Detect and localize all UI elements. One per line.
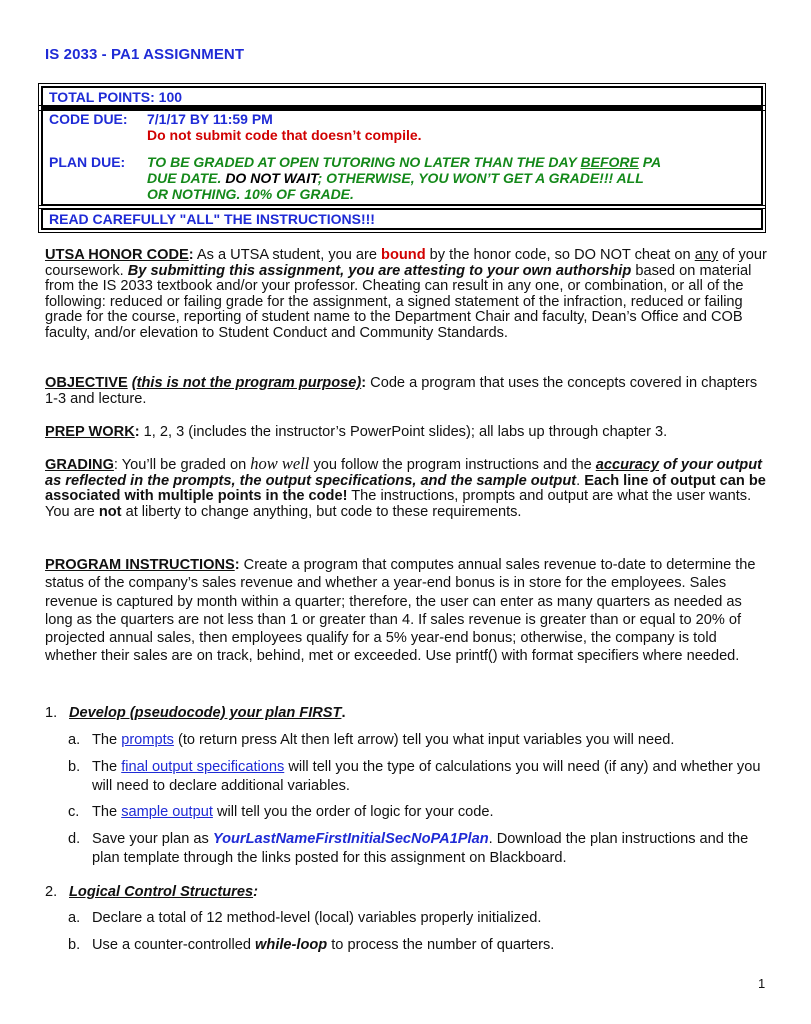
grading-heading: GRADING xyxy=(45,457,114,473)
list-item-1a: a. The prompts (to return press Alt then left arrow) tell you what input variables you will need. xyxy=(68,732,675,748)
due-dates-box xyxy=(38,105,766,209)
list-item-1c: c. The sample output will tell you the order of logic for your code. xyxy=(68,804,494,820)
list-item-1: 1. Develop (pseudocode) your plan FIRST. xyxy=(45,705,346,721)
plan-due-text: TO BE GRADED AT OPEN TUTORING NO LATER THAN THE DAY BEFORE PA DUE DATE. DO NOT WAIT; OTHERWISE, YOU WON’T GET A GRADE!!! ALL OR NOTHING. 10% OF GRADE. xyxy=(147,154,662,202)
output-specifications-link[interactable]: final output specifications xyxy=(121,759,285,775)
list-item-2a: a. Declare a total of 12 method-level (local) variables properly initialized. xyxy=(68,910,542,926)
honor-code-heading: UTSA HONOR CODE xyxy=(45,247,189,263)
bound-emphasis: bound xyxy=(381,247,426,263)
page-number: 1 xyxy=(758,976,766,991)
list-item-2b: b. Use a counter-controlled while-loop to process the number of quarters. xyxy=(68,937,555,953)
list-item-1d: d. Save your plan as YourLastNameFirstInitialSecNoPA1Plan. Download the plan instructions and the plan template through the links posted for this assignment on Blackboard. xyxy=(68,831,749,866)
code-due-label: CODE DUE: xyxy=(49,111,128,127)
list-item-1b: b. The final output specifications will tell you the type of calculations you will need (if any) and whether you will need to declare additional variables. xyxy=(68,759,761,794)
program-instructions-paragraph: PROGRAM INSTRUCTIONS: Create a program that computes annual sales revenue to-date to determine the status of the company’s sales revenue and whether a year-end bonus is in store for the employees. Sales revenue is captured by month within a quarter; therefore, the user can enter as many quarters as needed as long as the quarters are not less than 1 or greater than 4. If sales revenue is greater than or equal to 20% of projected annual sales, then employees qualify for a 5% year-end bonus; otherwise, the company is told whether their sales are on track, behind, met or exceeded. Use printf() with format specifiers where needed. xyxy=(45,557,756,665)
logical-control-heading: Logical Control Structures xyxy=(69,884,254,900)
honor-code-paragraph: UTSA HONOR CODE: As a UTSA student, you are bound by the honor code, so DO NOT cheat on any of your coursework. By submitting this assignment, you are attesting to your own authorship based on material from the IS 2033 textbook and/or your professor. Cheating can result in any one, or combination, or all of the following: reduced or failing grade for the assignment, a signed statement of the infraction, reduced or failing grade for the course, reporting of student name to the Department Chair and faculty, Dean’s Office and COB faculty, and/or elevation to Student Conduct and Community Standards. xyxy=(45,247,767,341)
sample-output-link[interactable]: sample output xyxy=(121,804,213,820)
plan-filename: YourLastNameFirstInitialSecNoPA1Plan xyxy=(212,831,489,847)
list-item-2: 2. Logical Control Structures: xyxy=(45,884,258,900)
objective-heading: OBJECTIVE xyxy=(45,375,128,391)
page-title: IS 2033 - PA1 ASSIGNMENT xyxy=(45,46,245,63)
code-due-value: 7/1/17 BY 11:59 PM xyxy=(147,111,273,127)
grading-paragraph: GRADING: You’ll be graded on how well you follow the program instructions and the accuracy of your output as reflected in the prompts, the output specifications, and the sample output. Each line of output can be associated with multiple points in the code! The instructions, prompts and output are what the user wants. You are not at liberty to change anything, but code to these requirements. xyxy=(45,454,766,520)
prep-work-paragraph: PREP WORK: 1, 2, 3 (includes the instructor’s PowerPoint slides); all labs up through chapter 3. xyxy=(45,424,668,440)
develop-plan-heading: Develop (pseudocode) your plan FIRST xyxy=(69,705,342,721)
prep-work-heading: PREP WORK xyxy=(45,424,135,440)
prompts-link[interactable]: prompts xyxy=(121,732,174,748)
read-carefully-text: READ CAREFULLY "ALL" THE INSTRUCTIONS!!! xyxy=(41,208,763,230)
program-instructions-heading: PROGRAM INSTRUCTIONS xyxy=(45,557,235,573)
objective-paragraph: OBJECTIVE (this is not the program purpose): Code a program that uses the concepts covered in chapters 1-3 and lecture. xyxy=(45,375,758,407)
code-due-row xyxy=(49,111,755,143)
plan-due-row xyxy=(49,154,755,202)
total-points: TOTAL POINTS: 100 xyxy=(41,86,763,108)
plan-due-label: PLAN DUE: xyxy=(49,154,126,170)
read-carefully-box xyxy=(38,205,766,233)
code-due-note: Do not submit code that doesn’t compile. xyxy=(147,127,422,143)
